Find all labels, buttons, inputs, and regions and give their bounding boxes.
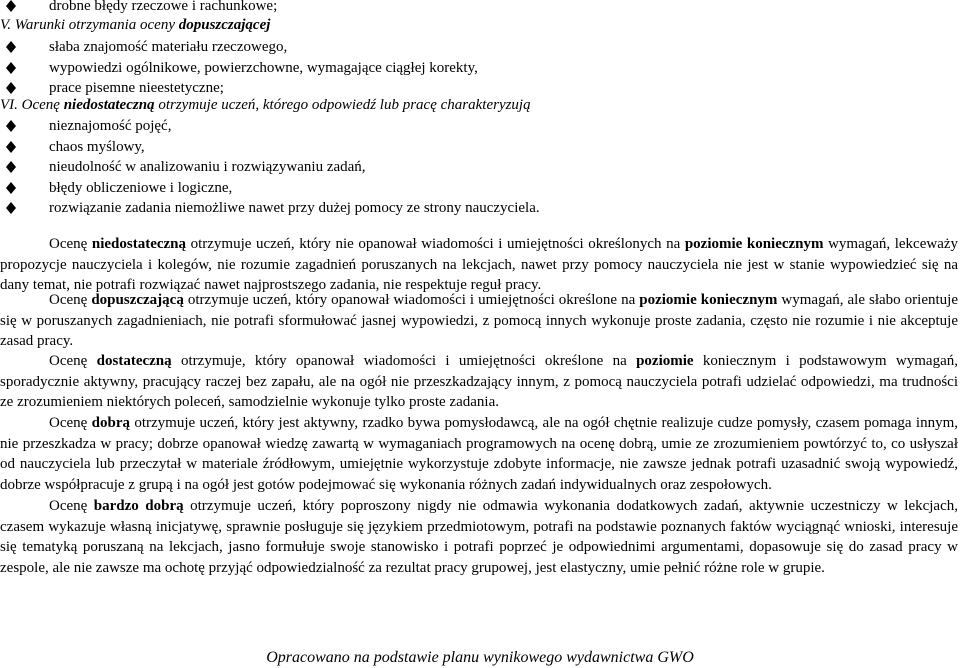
list-item-text: rozwiązanie zadania niemożliwe nawet przy dużej pomocy ze strony nauczyciela. — [49, 200, 540, 216]
list-item-text: wypowiedzi ogólnikowe, powierzchowne, wymagające ciągłej korekty, — [49, 60, 478, 76]
diamond-bullet-icon — [4, 61, 18, 75]
diamond-bullet-icon — [4, 0, 18, 13]
page-footer: Opracowano na podstawie planu wynikowego wydawnictwa GWO — [266, 649, 694, 666]
diamond-bullet-icon — [4, 201, 18, 215]
grade-paragraph-niedostateczna: Ocenę niedostateczną otrzymuje uczeń, który nie opanował wiadomości i umiejętności określonych na poziomie koniecznym wymagań, lekceważy propozycje nauczyciela i kolegów, nie rozumie zagadnień poruszanych na lekcjach, nawet przy pomocy nauczyciela nie jest w stanie wypowiedzieć się na dany temat, nie potrafi rozwiązać nawet najprostszego zadania, nie respektuje reguł pracy. — [0, 236, 959, 294]
list-item-text: błędy obliczeniowe i logiczne, — [49, 180, 233, 196]
section-v-heading: V. Warunki otrzymania oceny dopuszczającej — [0, 17, 271, 33]
list-item-text: słaba znajomość materiału rzeczowego, — [49, 39, 288, 55]
grade-paragraph-dostateczna: Ocenę dostateczną otrzymuje, który opanował wiadomości i umiejętności określone na poziomie koniecznym i podstawowym wymagań, sporadycznie aktywny, pracujący raczej bez zapału, ale na ogół nie przeszkadzający innym, z pomocą nauczyciela potrafi udzielać odpowiedzi, ma trudności ze zrozumieniem niektórych poleceń, samodzielnie wykonuje tylko proste zadania. — [0, 353, 958, 411]
diamond-bullet-icon — [4, 40, 18, 54]
list-item-text: prace pisemne nieestetyczne; — [49, 80, 224, 96]
grade-paragraph-bardzo-dobra: Ocenę bardzo dobrą otrzymuje uczeń, który poproszony nigdy nie odmawia wykonania dodatkowych zadań, aktywnie uczestniczy w lekcjach, czasem wykazuje własną inicjatywę, sprawnie posługuje się językiem przedmiotowym, potrafi na podstawie poznanych faktów wyciągnąć wnioski, interesuje się tematyką poruszaną na lekcjach, jasno formułuje swoje stanowisko i potrafi poprzeć je odpowiednimi argumentami, dopasowuje się do zasad pracy w zespole, ale nie zawsze ma ochotę przyjąć odpowiedzialność za rezultat pracy grupowej, jest elastyczny, umie pełnić różne role w grupie. — [0, 498, 959, 576]
section-vi-heading-bold: niedostateczną — [63, 97, 155, 113]
diamond-bullet-icon — [4, 81, 18, 95]
grade-paragraph-dobra: Ocenę dobrą otrzymuje uczeń, który jest aktywny, rzadko bywa pomysłodawcą, ale na ogół chętnie realizuje cudze pomysły, czasem pomaga innym, nie przeszkadza w pracy; dobrze opanował wiedzę zawartą w wymaganiach programowych na ocenę dobrą, umie ze zrozumieniem powtórzyć to, co usłyszał od nauczyciela lub przeczytał w materiale źródłowym, umiejętnie wykorzystuje zdobyte informacje, nie zawsze jednak potrafi uzasadnić swoją wypowiedź, dobrze współpracuje z grupą i na ogół jest gotów podejmować się wykonania różnych zadań indywidualnych oraz zespołowych. — [0, 415, 958, 493]
section-v-heading-bold: dopuszczającej — [178, 17, 271, 33]
diamond-bullet-icon — [4, 140, 18, 154]
list-item-text: drobne błędy rzeczowe i rachunkowe; — [49, 0, 278, 14]
diamond-bullet-icon — [4, 119, 18, 133]
section-vi-heading: VI. Ocenę niedostateczną otrzymuje uczeń, którego odpowiedź lub pracę charakteryzują — [0, 97, 531, 113]
list-item-text: nieznajomość pojęć, — [49, 118, 172, 134]
diamond-bullet-icon — [4, 181, 18, 195]
grade-paragraph-dopuszczajaca: Ocenę dopuszczającą otrzymuje uczeń, który opanował wiadomości i umiejętności określone na poziomie koniecznym wymagań, ale słabo orientuje się w poruszanych zagadnieniach, nie potrafi sformułować jasnej wypowiedzi, z pomocą innych wykonuje proste zadania, często nie rozumie i nie akceptuje zasad pracy. — [0, 292, 958, 350]
list-item-text: nieudolność w analizowaniu i rozwiązywaniu zadań, — [49, 159, 366, 175]
diamond-bullet-icon — [4, 160, 18, 174]
list-item-text: chaos myślowy, — [49, 139, 145, 155]
